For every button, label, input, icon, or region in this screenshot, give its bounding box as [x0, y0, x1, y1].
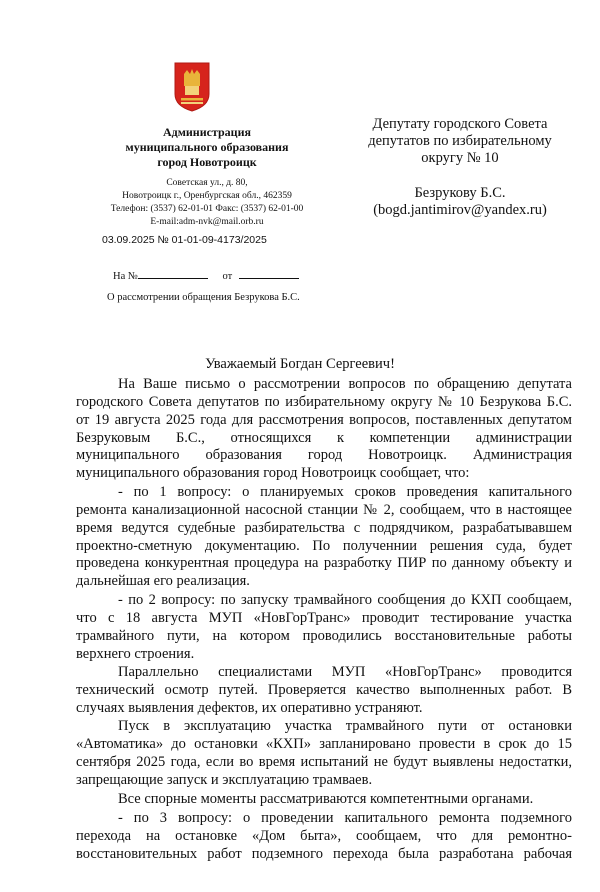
body-line-23: запрещающие запуск и эксплуатацию трамваев.: [76, 772, 373, 788]
recipient-line-3: округу № 10: [421, 150, 499, 166]
org-name-line-3: город Новотроицк: [157, 155, 257, 169]
body-line-11: проведена конкурентная процедура на разработку ПИР по данному объекту и: [76, 555, 572, 571]
coat-of-arms-icon: [174, 62, 210, 112]
greeting: Уважаемый Богдан Сергеевич!: [205, 356, 395, 372]
body-line-21: «Автоматика» до остановки «КХП» запланировано провести в срок до 15: [76, 736, 572, 752]
ot-blank-line: [239, 266, 299, 279]
body-line-27: восстановительных работ подземного перехода была разработана рабочая: [76, 846, 572, 862]
body-line-7: - по 1 вопросу: о планируемых сроков проведения капитального: [118, 484, 572, 500]
address-city: Новотроицк г., Оренбургская обл., 462359: [122, 191, 292, 201]
body-line-13: - по 2 вопросу: по запуску трамвайного сообщения до КХП сообщаем,: [118, 592, 572, 608]
na-blank-line: [138, 266, 208, 279]
body-line-9: время ведутся судебные разбирательства с подрядчиком, разрабатывавшем: [76, 520, 572, 536]
address-phone: Телефон: (3537) 62-01-01 Факс: (3537) 62-01-00: [110, 204, 304, 214]
recipient-name: Безрукову Б.С.: [414, 185, 506, 201]
body-line-2: городского Совета депутатов по избирательному округу № 10 Безрукова Б.С.: [76, 394, 572, 410]
address-email: E-mail:adm-nvk@mail.orb.ru: [150, 217, 264, 227]
body-line-26: перехода на остановке «Дом быта», сообщаем, что для ремонтно-: [76, 828, 572, 844]
org-name-line-2: муниципального образования: [125, 140, 289, 154]
body-line-19: случаях выявления дефектов, их оперативно устраняют.: [76, 700, 423, 716]
body-line-8: ремонта канализационной насосной станции № 2, сообщаем, что в настоящее: [76, 502, 572, 518]
body-line-12: дальнейшая его реализация.: [76, 573, 250, 589]
body-line-25: - по 3 вопросу: о проведении капитального ремонта подземного: [118, 810, 572, 826]
recipient-line-2: депутатов по избирательному: [368, 133, 552, 149]
na-label: На №: [113, 271, 138, 282]
letter-subject: О рассмотрении обращения Безрукова Б.С.: [107, 292, 300, 303]
recipient-line-1: Депутату городского Совета: [372, 116, 548, 132]
body-line-20: Пуск в эксплуатацию участка трамвайного пути от остановки: [118, 718, 572, 734]
body-line-3: от 19 августа 2025 года для рассмотрения вопросов, поставленных депутатом: [76, 412, 572, 428]
body-line-17: Параллельно специалистами МУП «НовГорТранс» проводится: [118, 664, 572, 680]
org-name-line-1: Администрация: [162, 125, 251, 139]
body-line-16: верхнего строения.: [76, 646, 195, 662]
body-line-22: сентября 2025 года, если во время испытаний не будут выявлены недостатки,: [76, 754, 572, 770]
body-line-24: Все спорные моменты рассматриваются компетентными органами.: [118, 791, 534, 807]
body-line-15: трамвайного пути, на котором проводились восстановительные работы: [76, 628, 572, 644]
body-line-18: технический осмотр путей. Проверяется качество выполненных работ. В: [76, 682, 572, 698]
recipient-email: (bogd.jantimirov@yandex.ru): [373, 202, 547, 218]
body-line-10: проектно-сметную документацию. По полученнии решения суда, будет: [76, 538, 572, 554]
address-street: Советская ул., д. 80,: [166, 178, 248, 188]
body-line-5: муниципального образования город Новотроицк. Администрация: [76, 447, 572, 463]
body-line-1: На Ваше письмо о рассмотрении вопросов по обращению депутата: [118, 376, 572, 392]
body-line-14: что с 18 августа МУП «НовГорТранс» проводит тестирование участка: [76, 610, 572, 626]
reference-number-row: [113, 266, 299, 282]
body-line-6: муниципального образования город Новотроицк сообщает, что:: [76, 465, 470, 481]
ot-label: от: [222, 271, 233, 282]
body-line-4: Безруковым Б.С., относящихся к компетенции администрации: [76, 430, 572, 446]
document-reference: 03.09.2025 № 01-01-09-4173/2025: [102, 234, 267, 246]
